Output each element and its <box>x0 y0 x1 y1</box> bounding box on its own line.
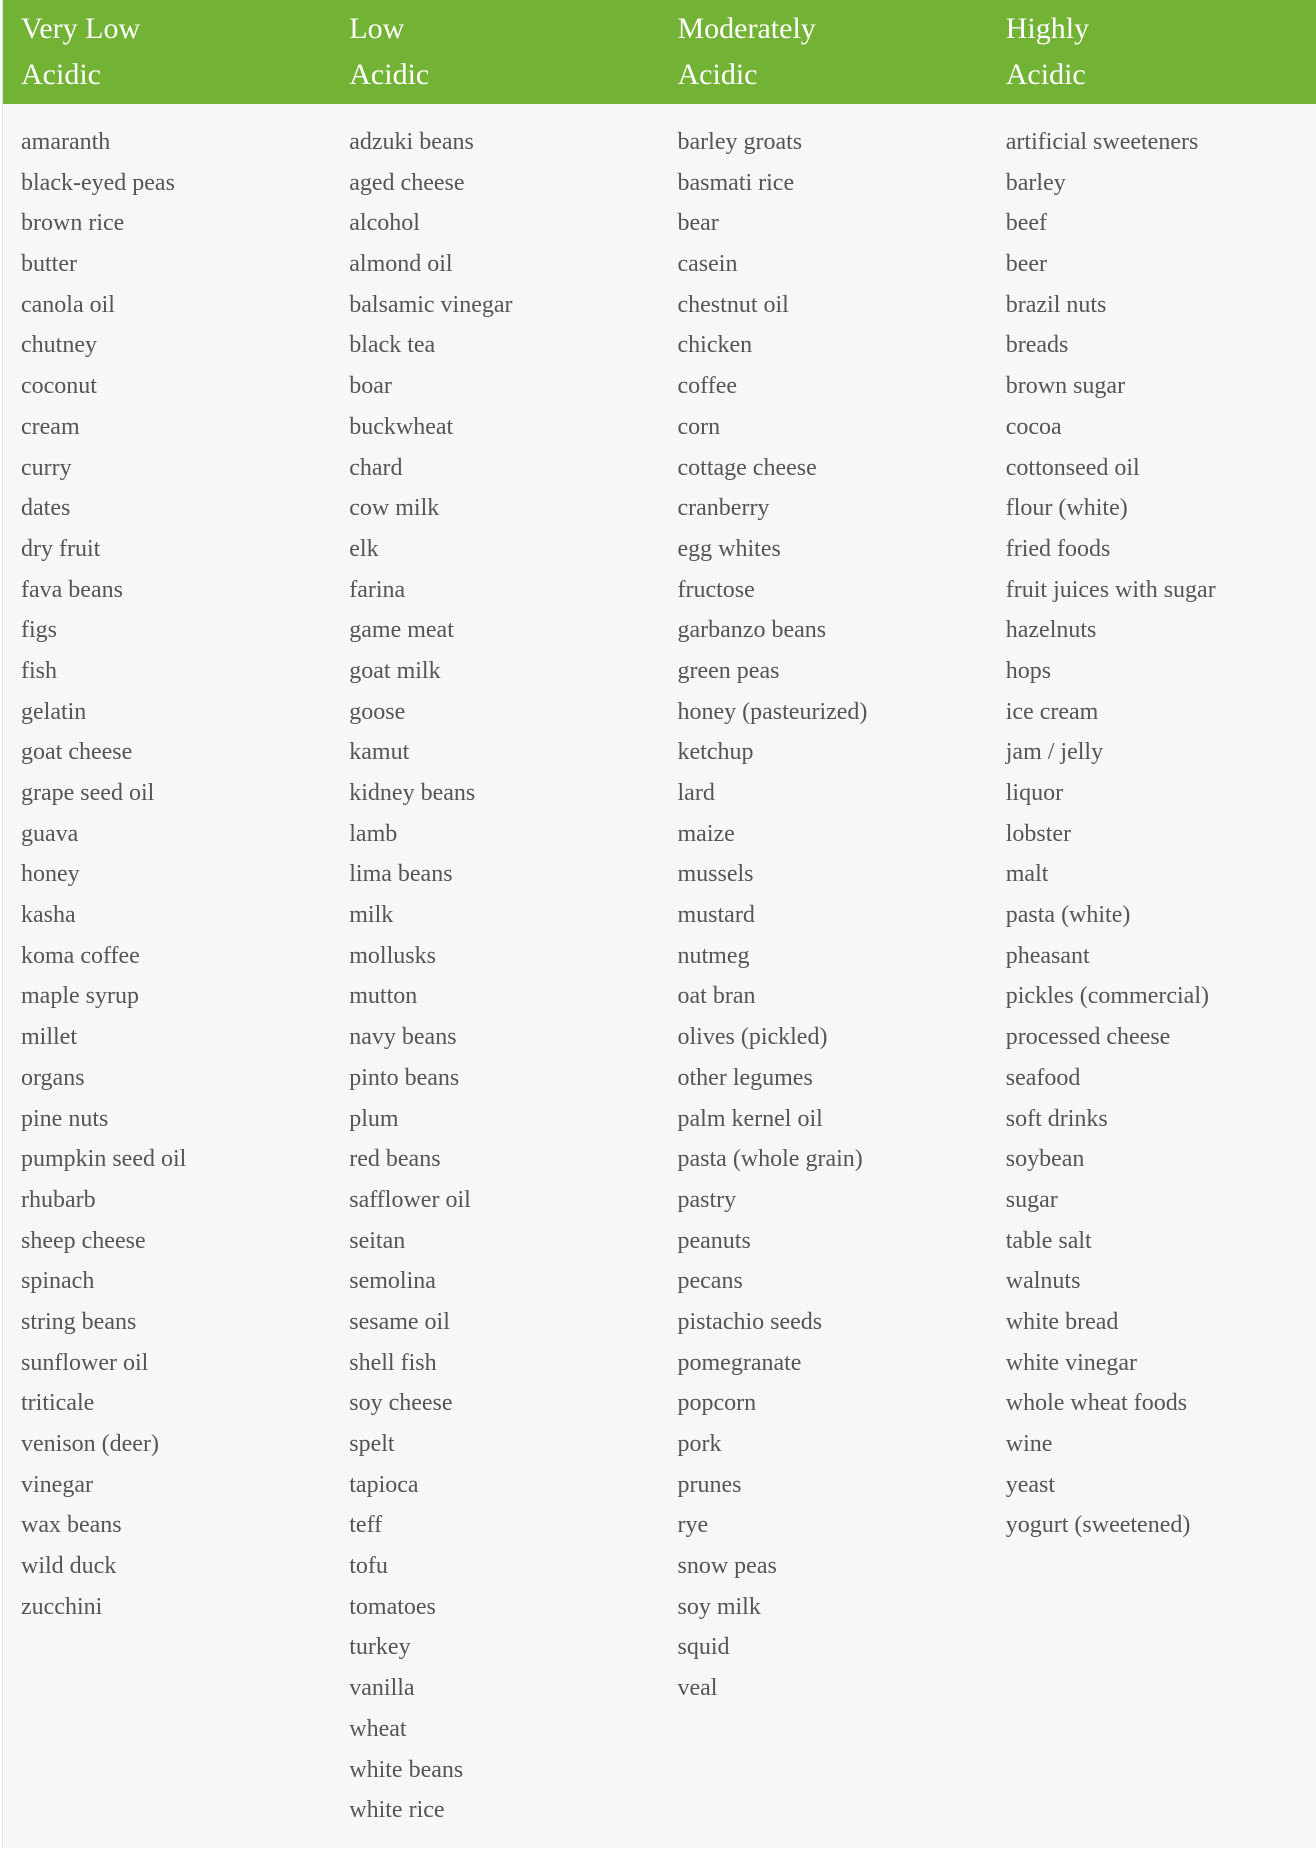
food-item: other legumes <box>677 1064 813 1091</box>
food-item: bear <box>677 210 719 237</box>
food-item: wax beans <box>21 1512 122 1539</box>
food-item: plum <box>349 1105 399 1132</box>
food-item: almond oil <box>349 251 453 278</box>
food-item: brazil nuts <box>1005 291 1107 318</box>
food-item: navy beans <box>349 1024 457 1051</box>
food-item: pickles (commercial) <box>1005 983 1209 1010</box>
food-item: white bread <box>1005 1308 1119 1335</box>
food-item: soft drinks <box>1005 1105 1108 1132</box>
food-item: milk <box>349 902 394 929</box>
food-item: prunes <box>677 1471 742 1498</box>
food-item: mussels <box>677 861 754 888</box>
food-item: egg whites <box>677 535 781 562</box>
food-item: dry fruit <box>21 535 101 562</box>
food-item: wild duck <box>21 1553 117 1580</box>
food-item: ice cream <box>1005 698 1099 725</box>
food-item: snow peas <box>677 1553 777 1580</box>
food-item: cocoa <box>1005 413 1062 440</box>
food-item: sunflower oil <box>21 1349 149 1376</box>
food-item: pastry <box>677 1186 737 1213</box>
food-item: grape seed oil <box>21 780 155 806</box>
food-item: white rice <box>349 1797 445 1824</box>
food-item: mutton <box>349 983 418 1010</box>
food-item: soybean <box>1005 1146 1085 1173</box>
food-item: chicken <box>677 332 753 359</box>
food-item: spelt <box>349 1431 395 1457</box>
food-item: processed cheese <box>1005 1024 1171 1051</box>
food-item: green peas <box>677 657 780 684</box>
food-item: chestnut oil <box>677 291 789 318</box>
food-item: mollusks <box>349 942 436 969</box>
food-item: soy milk <box>677 1593 761 1620</box>
food-item: chutney <box>21 332 97 359</box>
food-item: game meat <box>349 617 454 644</box>
food-item: sesame oil <box>349 1308 450 1335</box>
food-item: balsamic vinegar <box>349 291 513 318</box>
food-item: farina <box>349 576 406 603</box>
food-item: black tea <box>349 332 436 359</box>
food-item: wine <box>1005 1431 1053 1457</box>
food-item: white beans <box>349 1756 464 1783</box>
food-item: goose <box>349 698 406 725</box>
food-item: coffee <box>677 373 738 400</box>
food-item: honey (pasteurized) <box>677 698 868 725</box>
food-item: breads <box>1005 332 1069 359</box>
food-item: seitan <box>349 1227 406 1254</box>
header-moderately-acidic: Moderately Acidic <box>677 12 816 91</box>
food-item: garbanzo beans <box>677 617 827 644</box>
food-item: malt <box>1005 861 1049 888</box>
food-item: beef <box>1005 210 1048 237</box>
food-item: adzuki beans <box>349 129 474 155</box>
food-item: mustard <box>677 902 755 929</box>
food-item: figs <box>21 617 57 644</box>
food-item: amaranth <box>21 129 111 155</box>
food-item: corn <box>677 413 721 440</box>
food-item: cranberry <box>677 495 770 522</box>
food-item: string beans <box>21 1308 137 1335</box>
food-item: oat bran <box>677 983 756 1010</box>
food-item: maize <box>677 820 735 847</box>
food-item: artificial sweeteners <box>1005 129 1199 155</box>
food-item: pomegranate <box>677 1349 802 1376</box>
food-item: peanuts <box>677 1227 751 1254</box>
food-item: brown rice <box>21 210 125 237</box>
food-item: goat milk <box>349 657 441 684</box>
food-item: vanilla <box>349 1675 415 1702</box>
food-item: barley <box>1005 169 1066 196</box>
food-item: black-eyed peas <box>21 169 175 196</box>
food-item: white vinegar <box>1005 1349 1138 1376</box>
food-item: beer <box>1005 251 1048 278</box>
column-moderately-acidic <box>660 122 988 1831</box>
food-item: yeast <box>1005 1471 1056 1498</box>
food-item: brown sugar <box>1005 373 1126 400</box>
food-item: aged cheese <box>349 169 465 196</box>
food-item: safflower oil <box>349 1186 471 1213</box>
food-item: alcohol <box>349 210 420 237</box>
food-item: pumpkin seed oil <box>21 1146 187 1173</box>
food-item: palm kernel oil <box>677 1105 823 1132</box>
food-item: sheep cheese <box>21 1227 146 1254</box>
food-item: whole wheat foods <box>1005 1390 1188 1417</box>
food-item: venison (deer) <box>21 1431 159 1457</box>
column-low-acidic <box>331 122 659 1831</box>
food-item: olives (pickled) <box>677 1024 828 1051</box>
food-item: millet <box>21 1024 77 1051</box>
food-item: organs <box>21 1064 85 1091</box>
table-body <box>3 0 1316 1831</box>
food-item: honey <box>21 861 80 888</box>
food-item: maple syrup <box>21 983 139 1010</box>
food-item: sugar <box>1005 1186 1058 1213</box>
food-item: pine nuts <box>21 1105 109 1132</box>
header-highly-acidic: Highly Acidic <box>1005 12 1090 91</box>
food-item: flour (white) <box>1005 495 1128 522</box>
acidic-foods-table <box>2 0 1316 1848</box>
food-item: cream <box>21 413 80 440</box>
food-item: zucchini <box>21 1593 103 1620</box>
food-item: yogurt (sweetened) <box>1005 1512 1191 1539</box>
food-item: squid <box>677 1634 730 1661</box>
food-item: curry <box>21 454 72 481</box>
food-item: tofu <box>349 1553 388 1580</box>
food-item: semolina <box>349 1268 436 1295</box>
food-item: goat cheese <box>21 739 133 766</box>
food-item: fruit juices with sugar <box>1005 576 1216 603</box>
food-item: soy cheese <box>349 1390 453 1417</box>
food-item: lamb <box>349 820 398 847</box>
food-item: veal <box>677 1675 718 1702</box>
food-item: teff <box>349 1512 383 1539</box>
food-item: dates <box>21 495 71 522</box>
food-item: walnuts <box>1005 1268 1081 1295</box>
food-item: gelatin <box>21 698 87 725</box>
food-item: red beans <box>349 1146 441 1173</box>
food-item: liquor <box>1005 780 1064 806</box>
food-item: barley groats <box>677 129 803 155</box>
food-item: spinach <box>21 1268 95 1295</box>
food-item: table salt <box>1005 1227 1092 1254</box>
food-item: lobster <box>1005 820 1072 847</box>
food-item: shell fish <box>349 1349 437 1376</box>
food-item: kasha <box>21 902 76 929</box>
food-item: cow milk <box>349 495 440 522</box>
food-item: butter <box>21 251 77 278</box>
food-item: fava beans <box>21 576 123 603</box>
food-item: hops <box>1005 657 1052 684</box>
food-item: pasta (whole grain) <box>677 1146 863 1173</box>
food-item: lard <box>677 780 715 806</box>
header-low-acidic: Low Acidic <box>349 12 430 91</box>
food-item: jam / jelly <box>1005 739 1104 766</box>
food-item: kidney beans <box>349 780 476 806</box>
food-item: guava <box>21 820 79 847</box>
food-item: pinto beans <box>349 1064 460 1091</box>
food-item: casein <box>677 251 738 278</box>
food-item: fructose <box>677 576 755 603</box>
food-item: pasta (white) <box>1005 902 1131 929</box>
food-item: boar <box>349 373 392 400</box>
food-item: koma coffee <box>21 942 140 969</box>
food-item: hazelnuts <box>1005 617 1097 644</box>
food-item: seafood <box>1005 1064 1081 1091</box>
food-item: coconut <box>21 373 97 400</box>
food-item: canola oil <box>21 291 115 318</box>
food-item: rye <box>677 1512 709 1539</box>
food-item: basmati rice <box>677 169 795 196</box>
food-item: kamut <box>349 739 410 766</box>
header-very-low-acidic: Very Low Acidic <box>21 12 141 91</box>
food-item: chard <box>349 454 403 481</box>
food-item: elk <box>349 535 379 562</box>
food-item: cottonseed oil <box>1005 454 1140 481</box>
food-item: triticale <box>21 1390 95 1417</box>
food-item: pork <box>677 1431 722 1457</box>
food-item: buckwheat <box>349 413 454 440</box>
food-item: vinegar <box>21 1471 93 1498</box>
food-item: ketchup <box>677 739 754 766</box>
food-item: pistachio seeds <box>677 1308 823 1335</box>
food-item: fish <box>21 657 57 684</box>
food-item: pheasant <box>1005 942 1090 969</box>
food-item: rhubarb <box>21 1186 96 1213</box>
food-item: tomatoes <box>349 1593 436 1620</box>
column-very-low-acidic <box>3 122 331 1831</box>
food-item: fried foods <box>1005 535 1111 562</box>
food-item: pecans <box>677 1268 743 1295</box>
food-item: popcorn <box>677 1390 757 1417</box>
food-item: nutmeg <box>677 942 750 969</box>
food-item: cottage cheese <box>677 454 817 481</box>
food-item: wheat <box>349 1715 407 1742</box>
food-item: lima beans <box>349 861 453 888</box>
column-highly-acidic <box>988 122 1316 1831</box>
food-item: turkey <box>349 1634 411 1661</box>
food-item: tapioca <box>349 1471 419 1498</box>
